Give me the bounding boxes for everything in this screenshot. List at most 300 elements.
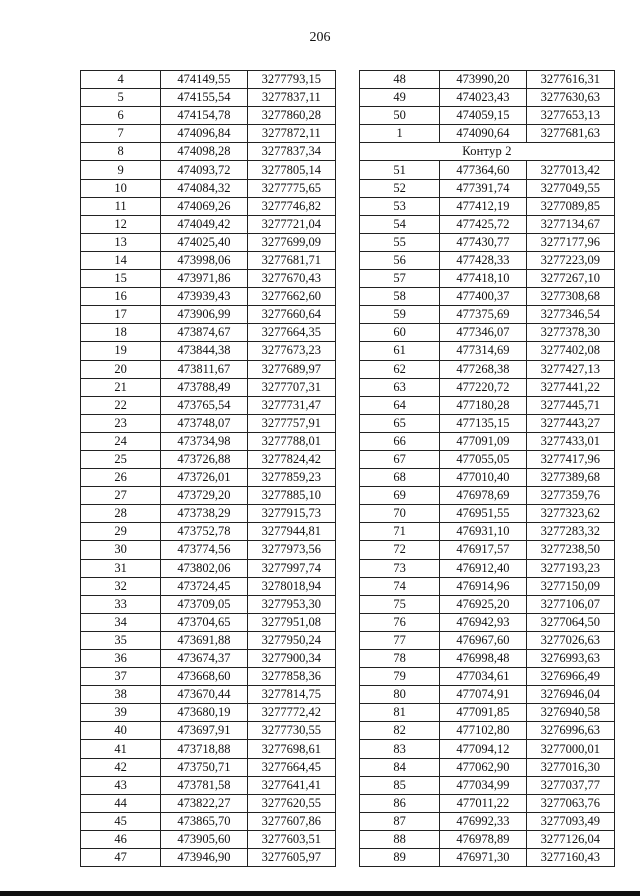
x-coordinate-cell: 473729,20 — [161, 487, 247, 505]
y-coordinate-cell: 3277872,11 — [247, 125, 335, 143]
x-coordinate-cell: 477375,69 — [440, 306, 526, 324]
x-coordinate-cell: 477412,19 — [440, 197, 526, 215]
point-number-cell: 67 — [360, 450, 440, 468]
point-number-cell: 43 — [81, 776, 161, 794]
y-coordinate-cell: 3277160,43 — [526, 849, 614, 867]
point-number-cell: 44 — [81, 794, 161, 812]
x-coordinate-cell: 473726,01 — [161, 469, 247, 487]
x-coordinate-cell: 474023,43 — [440, 89, 526, 107]
point-number-cell: 33 — [81, 595, 161, 613]
x-coordinate-cell: 477400,37 — [440, 288, 526, 306]
point-number-cell: 77 — [360, 631, 440, 649]
y-coordinate-cell: 3277681,63 — [526, 125, 614, 143]
point-number-cell: 83 — [360, 740, 440, 758]
y-coordinate-cell: 3277858,36 — [247, 668, 335, 686]
table-row — [81, 125, 336, 143]
y-coordinate-cell: 3277607,86 — [247, 812, 335, 830]
x-coordinate-cell: 474049,42 — [161, 215, 247, 233]
y-coordinate-cell: 3277788,01 — [247, 432, 335, 450]
point-number-cell: 6 — [81, 107, 161, 125]
point-number-cell: 25 — [81, 450, 161, 468]
y-coordinate-cell: 3277106,07 — [526, 595, 614, 613]
y-coordinate-cell: 3277346,54 — [526, 306, 614, 324]
y-coordinate-cell: 3277664,45 — [247, 758, 335, 776]
x-coordinate-cell: 473802,06 — [161, 559, 247, 577]
point-number-cell: 89 — [360, 849, 440, 867]
point-number-cell: 49 — [360, 89, 440, 107]
table-row — [81, 595, 336, 613]
x-coordinate-cell: 473697,91 — [161, 722, 247, 740]
y-coordinate-cell: 3276993,63 — [526, 650, 614, 668]
x-coordinate-cell: 473781,58 — [161, 776, 247, 794]
x-coordinate-cell: 474084,32 — [161, 179, 247, 197]
y-coordinate-cell: 3276940,58 — [526, 704, 614, 722]
table-row — [81, 288, 336, 306]
y-coordinate-cell: 3277283,32 — [526, 523, 614, 541]
x-coordinate-cell: 473874,67 — [161, 324, 247, 342]
y-coordinate-cell: 3277093,49 — [526, 812, 614, 830]
table-row — [81, 197, 336, 215]
x-coordinate-cell: 473704,65 — [161, 613, 247, 631]
x-coordinate-cell: 477034,61 — [440, 668, 526, 686]
table-row — [360, 432, 615, 450]
x-coordinate-cell: 476971,30 — [440, 849, 526, 867]
x-coordinate-cell: 477430,77 — [440, 233, 526, 251]
y-coordinate-cell: 3277951,08 — [247, 613, 335, 631]
table-row — [81, 668, 336, 686]
x-coordinate-cell: 473939,43 — [161, 288, 247, 306]
x-coordinate-cell: 476912,40 — [440, 559, 526, 577]
x-coordinate-cell: 473691,88 — [161, 631, 247, 649]
table-row — [81, 270, 336, 288]
x-coordinate-cell: 474155,54 — [161, 89, 247, 107]
x-coordinate-cell: 477074,91 — [440, 686, 526, 704]
y-coordinate-cell: 3277177,96 — [526, 233, 614, 251]
y-coordinate-cell: 3277837,11 — [247, 89, 335, 107]
x-coordinate-cell: 474098,28 — [161, 143, 247, 161]
table-row — [81, 432, 336, 450]
table-row — [360, 251, 615, 269]
table-row — [81, 758, 336, 776]
x-coordinate-cell: 474149,55 — [161, 71, 247, 89]
table-row — [360, 577, 615, 595]
y-coordinate-cell: 3277944,81 — [247, 523, 335, 541]
x-coordinate-cell: 474154,78 — [161, 107, 247, 125]
point-number-cell: 82 — [360, 722, 440, 740]
table-row — [360, 215, 615, 233]
table-row — [360, 487, 615, 505]
x-coordinate-cell: 473971,86 — [161, 270, 247, 288]
table-row — [360, 776, 615, 794]
section-heading-cell: Контур 2 — [360, 143, 615, 161]
table-row — [360, 505, 615, 523]
point-number-cell: 60 — [360, 324, 440, 342]
y-coordinate-cell: 3277616,31 — [526, 71, 614, 89]
point-number-cell: 31 — [81, 559, 161, 577]
y-coordinate-cell: 3277707,31 — [247, 378, 335, 396]
y-coordinate-cell: 3277620,55 — [247, 794, 335, 812]
point-number-cell: 38 — [81, 686, 161, 704]
y-coordinate-cell: 3277662,60 — [247, 288, 335, 306]
y-coordinate-cell: 3277653,13 — [526, 107, 614, 125]
x-coordinate-cell: 477418,10 — [440, 270, 526, 288]
y-coordinate-cell: 3277859,23 — [247, 469, 335, 487]
x-coordinate-cell: 476998,48 — [440, 650, 526, 668]
y-coordinate-cell: 3277389,68 — [526, 469, 614, 487]
point-number-cell: 80 — [360, 686, 440, 704]
point-number-cell: 40 — [81, 722, 161, 740]
table-row — [81, 849, 336, 867]
y-coordinate-cell: 3277689,97 — [247, 360, 335, 378]
x-coordinate-cell: 473726,88 — [161, 450, 247, 468]
y-coordinate-cell: 3278018,94 — [247, 577, 335, 595]
table-body — [360, 71, 615, 867]
point-number-cell: 10 — [81, 179, 161, 197]
x-coordinate-cell: 474090,64 — [440, 125, 526, 143]
point-number-cell: 20 — [81, 360, 161, 378]
point-number-cell: 51 — [360, 161, 440, 179]
y-coordinate-cell: 3277064,50 — [526, 613, 614, 631]
y-coordinate-cell: 3277950,24 — [247, 631, 335, 649]
table-row — [360, 613, 615, 631]
point-number-cell: 26 — [81, 469, 161, 487]
table-row — [360, 324, 615, 342]
table-row — [360, 541, 615, 559]
y-coordinate-cell: 3277885,10 — [247, 487, 335, 505]
x-coordinate-cell: 473905,60 — [161, 830, 247, 848]
y-coordinate-cell: 3277443,27 — [526, 414, 614, 432]
table-row — [360, 849, 615, 867]
x-coordinate-cell: 473668,60 — [161, 668, 247, 686]
point-number-cell: 50 — [360, 107, 440, 125]
y-coordinate-cell: 3277793,15 — [247, 71, 335, 89]
x-coordinate-cell: 476967,60 — [440, 631, 526, 649]
point-number-cell: 1 — [360, 125, 440, 143]
point-number-cell: 18 — [81, 324, 161, 342]
table-row — [81, 686, 336, 704]
table-row — [81, 71, 336, 89]
y-coordinate-cell: 3277660,64 — [247, 306, 335, 324]
table-row — [81, 722, 336, 740]
table-row — [360, 125, 615, 143]
y-coordinate-cell: 3277860,28 — [247, 107, 335, 125]
x-coordinate-cell: 477428,33 — [440, 251, 526, 269]
y-coordinate-cell: 3277681,71 — [247, 251, 335, 269]
table-row — [360, 704, 615, 722]
table-row — [81, 830, 336, 848]
y-coordinate-cell: 3277837,34 — [247, 143, 335, 161]
table-row — [360, 758, 615, 776]
point-number-cell: 59 — [360, 306, 440, 324]
point-number-cell: 11 — [81, 197, 161, 215]
point-number-cell: 41 — [81, 740, 161, 758]
table-row — [360, 161, 615, 179]
y-coordinate-cell: 3277267,10 — [526, 270, 614, 288]
y-coordinate-cell: 3277223,09 — [526, 251, 614, 269]
y-coordinate-cell: 3277193,23 — [526, 559, 614, 577]
x-coordinate-cell: 473906,99 — [161, 306, 247, 324]
table-row — [360, 631, 615, 649]
table-row — [81, 324, 336, 342]
y-coordinate-cell: 3276946,04 — [526, 686, 614, 704]
point-number-cell: 57 — [360, 270, 440, 288]
table-row — [360, 288, 615, 306]
table-row — [81, 342, 336, 360]
x-coordinate-cell: 473709,05 — [161, 595, 247, 613]
x-coordinate-cell: 473724,45 — [161, 577, 247, 595]
point-number-cell: 24 — [81, 432, 161, 450]
table-row — [81, 559, 336, 577]
x-coordinate-cell: 477034,99 — [440, 776, 526, 794]
table-row — [360, 686, 615, 704]
x-coordinate-cell: 477135,15 — [440, 414, 526, 432]
point-number-cell: 70 — [360, 505, 440, 523]
table-row — [81, 505, 336, 523]
point-number-cell: 39 — [81, 704, 161, 722]
x-coordinate-cell: 477094,12 — [440, 740, 526, 758]
x-coordinate-cell: 476951,55 — [440, 505, 526, 523]
point-number-cell: 75 — [360, 595, 440, 613]
table-row — [360, 107, 615, 125]
table-body — [81, 71, 336, 867]
x-coordinate-cell: 473811,67 — [161, 360, 247, 378]
point-number-cell: 86 — [360, 794, 440, 812]
y-coordinate-cell: 3277323,62 — [526, 505, 614, 523]
y-coordinate-cell: 3277772,42 — [247, 704, 335, 722]
table-row — [81, 812, 336, 830]
x-coordinate-cell: 477314,69 — [440, 342, 526, 360]
x-coordinate-cell: 476978,89 — [440, 830, 526, 848]
y-coordinate-cell: 3277013,42 — [526, 161, 614, 179]
x-coordinate-cell: 476931,10 — [440, 523, 526, 541]
point-number-cell: 13 — [81, 233, 161, 251]
x-coordinate-cell: 477391,74 — [440, 179, 526, 197]
point-number-cell: 30 — [81, 541, 161, 559]
point-number-cell: 23 — [81, 414, 161, 432]
y-coordinate-cell: 3277731,47 — [247, 396, 335, 414]
y-coordinate-cell: 3277427,13 — [526, 360, 614, 378]
point-number-cell: 37 — [81, 668, 161, 686]
point-number-cell: 45 — [81, 812, 161, 830]
x-coordinate-cell: 474093,72 — [161, 161, 247, 179]
point-number-cell: 17 — [81, 306, 161, 324]
y-coordinate-cell: 3277238,50 — [526, 541, 614, 559]
point-number-cell: 35 — [81, 631, 161, 649]
page-bottom-border — [0, 891, 640, 896]
table-row — [81, 704, 336, 722]
point-number-cell: 32 — [81, 577, 161, 595]
table-row — [360, 523, 615, 541]
x-coordinate-cell: 473822,27 — [161, 794, 247, 812]
x-coordinate-cell: 477220,72 — [440, 378, 526, 396]
x-coordinate-cell: 477062,90 — [440, 758, 526, 776]
x-coordinate-cell: 474025,40 — [161, 233, 247, 251]
table-row — [81, 541, 336, 559]
table-row — [81, 396, 336, 414]
y-coordinate-cell: 3277630,63 — [526, 89, 614, 107]
point-number-cell: 87 — [360, 812, 440, 830]
point-number-cell: 66 — [360, 432, 440, 450]
point-number-cell: 42 — [81, 758, 161, 776]
coordinates-table-left — [80, 70, 336, 867]
table-row — [81, 469, 336, 487]
x-coordinate-cell: 476978,69 — [440, 487, 526, 505]
table-row — [360, 650, 615, 668]
y-coordinate-cell: 3277900,34 — [247, 650, 335, 668]
point-number-cell: 54 — [360, 215, 440, 233]
table-row — [360, 197, 615, 215]
point-number-cell: 36 — [81, 650, 161, 668]
table-row — [360, 378, 615, 396]
y-coordinate-cell: 3276996,63 — [526, 722, 614, 740]
point-number-cell: 34 — [81, 613, 161, 631]
y-coordinate-cell: 3277063,76 — [526, 794, 614, 812]
table-row — [360, 270, 615, 288]
point-number-cell: 15 — [81, 270, 161, 288]
y-coordinate-cell: 3276966,49 — [526, 668, 614, 686]
x-coordinate-cell: 473750,71 — [161, 758, 247, 776]
y-coordinate-cell: 3277402,08 — [526, 342, 614, 360]
x-coordinate-cell: 473752,78 — [161, 523, 247, 541]
table-row — [81, 450, 336, 468]
point-number-cell: 58 — [360, 288, 440, 306]
point-number-cell: 19 — [81, 342, 161, 360]
y-coordinate-cell: 3277721,04 — [247, 215, 335, 233]
x-coordinate-cell: 473748,07 — [161, 414, 247, 432]
y-coordinate-cell: 3277049,55 — [526, 179, 614, 197]
x-coordinate-cell: 473788,49 — [161, 378, 247, 396]
point-number-cell: 21 — [81, 378, 161, 396]
point-number-cell: 64 — [360, 396, 440, 414]
table-row — [360, 830, 615, 848]
point-number-cell: 27 — [81, 487, 161, 505]
point-number-cell: 65 — [360, 414, 440, 432]
point-number-cell: 46 — [81, 830, 161, 848]
table-row — [360, 396, 615, 414]
table-row — [360, 306, 615, 324]
x-coordinate-cell: 473738,29 — [161, 505, 247, 523]
x-coordinate-cell: 477102,80 — [440, 722, 526, 740]
point-number-cell: 88 — [360, 830, 440, 848]
table-row — [81, 161, 336, 179]
point-number-cell: 74 — [360, 577, 440, 595]
point-number-cell: 22 — [81, 396, 161, 414]
point-number-cell: 55 — [360, 233, 440, 251]
x-coordinate-cell: 474069,26 — [161, 197, 247, 215]
x-coordinate-cell: 473674,37 — [161, 650, 247, 668]
x-coordinate-cell: 476992,33 — [440, 812, 526, 830]
point-number-cell: 48 — [360, 71, 440, 89]
table-row — [360, 722, 615, 740]
x-coordinate-cell: 477010,40 — [440, 469, 526, 487]
y-coordinate-cell: 3277417,96 — [526, 450, 614, 468]
y-coordinate-cell: 3277698,61 — [247, 740, 335, 758]
page-number: 206 — [309, 30, 331, 45]
point-number-cell: 52 — [360, 179, 440, 197]
point-number-cell: 28 — [81, 505, 161, 523]
y-coordinate-cell: 3277805,14 — [247, 161, 335, 179]
y-coordinate-cell: 3277699,09 — [247, 233, 335, 251]
y-coordinate-cell: 3277126,04 — [526, 830, 614, 848]
table-row — [81, 143, 336, 161]
table-row — [81, 89, 336, 107]
y-coordinate-cell: 3277603,51 — [247, 830, 335, 848]
y-coordinate-cell: 3277757,91 — [247, 414, 335, 432]
x-coordinate-cell: 477180,28 — [440, 396, 526, 414]
y-coordinate-cell: 3277089,85 — [526, 197, 614, 215]
point-number-cell: 71 — [360, 523, 440, 541]
x-coordinate-cell: 473670,44 — [161, 686, 247, 704]
y-coordinate-cell: 3277134,67 — [526, 215, 614, 233]
x-coordinate-cell: 473718,88 — [161, 740, 247, 758]
table-row — [81, 523, 336, 541]
x-coordinate-cell: 477055,05 — [440, 450, 526, 468]
table-row — [360, 450, 615, 468]
table-row — [81, 179, 336, 197]
y-coordinate-cell: 3277824,42 — [247, 450, 335, 468]
y-coordinate-cell: 3277973,56 — [247, 541, 335, 559]
y-coordinate-cell: 3277000,01 — [526, 740, 614, 758]
y-coordinate-cell: 3277026,63 — [526, 631, 614, 649]
point-number-cell: 14 — [81, 251, 161, 269]
point-number-cell: 12 — [81, 215, 161, 233]
point-number-cell: 53 — [360, 197, 440, 215]
x-coordinate-cell: 477011,22 — [440, 794, 526, 812]
table-row — [81, 650, 336, 668]
x-coordinate-cell: 477268,38 — [440, 360, 526, 378]
y-coordinate-cell: 3277997,74 — [247, 559, 335, 577]
y-coordinate-cell: 3277673,23 — [247, 342, 335, 360]
y-coordinate-cell: 3277641,41 — [247, 776, 335, 794]
x-coordinate-cell: 476914,96 — [440, 577, 526, 595]
x-coordinate-cell: 474059,15 — [440, 107, 526, 125]
x-coordinate-cell: 476925,20 — [440, 595, 526, 613]
point-number-cell: 61 — [360, 342, 440, 360]
table-row — [360, 143, 615, 161]
table-row — [360, 595, 615, 613]
y-coordinate-cell: 3277670,43 — [247, 270, 335, 288]
point-number-cell: 47 — [81, 849, 161, 867]
x-coordinate-cell: 473765,54 — [161, 396, 247, 414]
y-coordinate-cell: 3277664,35 — [247, 324, 335, 342]
x-coordinate-cell: 477346,07 — [440, 324, 526, 342]
y-coordinate-cell: 3277814,75 — [247, 686, 335, 704]
x-coordinate-cell: 473680,19 — [161, 704, 247, 722]
y-coordinate-cell: 3277953,30 — [247, 595, 335, 613]
table-row — [360, 469, 615, 487]
y-coordinate-cell: 3277730,55 — [247, 722, 335, 740]
table-row — [360, 71, 615, 89]
y-coordinate-cell: 3277441,22 — [526, 378, 614, 396]
point-number-cell: 78 — [360, 650, 440, 668]
x-coordinate-cell: 473865,70 — [161, 812, 247, 830]
table-row — [360, 179, 615, 197]
x-coordinate-cell: 477091,09 — [440, 432, 526, 450]
table-row — [81, 215, 336, 233]
point-number-cell: 4 — [81, 71, 161, 89]
table-row — [360, 812, 615, 830]
table-row — [81, 740, 336, 758]
point-number-cell: 56 — [360, 251, 440, 269]
table-row — [360, 668, 615, 686]
point-number-cell: 79 — [360, 668, 440, 686]
y-coordinate-cell: 3277445,71 — [526, 396, 614, 414]
y-coordinate-cell: 3277150,09 — [526, 577, 614, 595]
point-number-cell: 5 — [81, 89, 161, 107]
point-number-cell: 84 — [360, 758, 440, 776]
table-row — [360, 740, 615, 758]
y-coordinate-cell: 3277915,73 — [247, 505, 335, 523]
